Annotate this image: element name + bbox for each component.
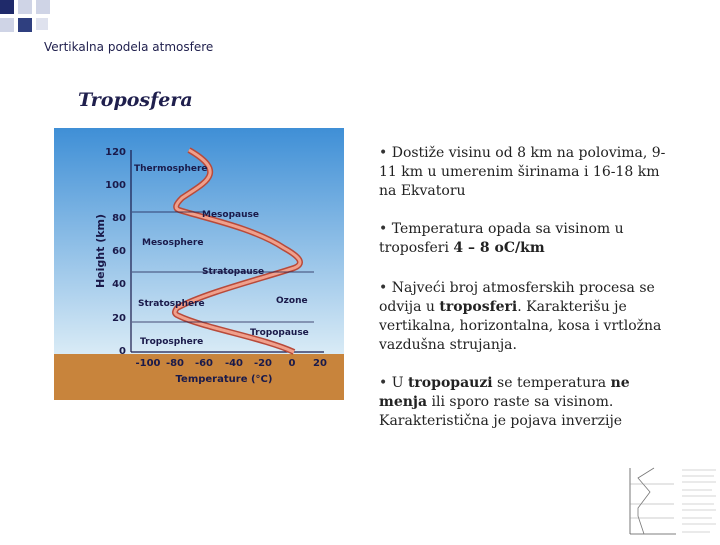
layer-label-stratosphere: Stratosphere (138, 299, 205, 309)
bullet-text: Najveći broj atmosferskih procesa se odvija u (379, 280, 655, 315)
bullet-text: Temperatura opada sa visinom u troposferi (379, 221, 624, 256)
x-tick-label: 0 (288, 358, 296, 369)
bullet-mark: • (379, 145, 388, 161)
bullet-mark: • (379, 375, 388, 391)
bullet-highlight: troposferi (439, 299, 518, 315)
layer-label-mesosphere: Mesosphere (142, 238, 204, 248)
layer-label-stratopause: Stratopause (202, 267, 265, 277)
decor-square (0, 18, 14, 32)
bullet-text: . Karakterišu je vertikalna, horizontalna, kosa i vrtložna vazdušna strujanja. (379, 299, 662, 353)
x-tick-label: -100 (135, 358, 161, 369)
y-tick-label: 60 (112, 246, 126, 257)
bullet-highlight: 4 – 8 oC/km (453, 240, 545, 256)
x-tick-label: -20 (253, 358, 273, 369)
y-tick-label: 0 (119, 346, 126, 357)
bullet-highlight: ne menja (379, 375, 630, 410)
bullet-text: U (391, 375, 408, 391)
x-tick-label: -40 (224, 358, 244, 369)
bullet-text: Dostiže visinu od 8 km na polovima, 9-11 km u umerenim širinama i 16-18 km na Ekvatoru (379, 145, 666, 199)
bullet-mark: • (379, 280, 388, 296)
y-tick-label: 120 (105, 147, 126, 158)
layer-label-thermosphere: Thermosphere (134, 164, 208, 174)
atmosphere-layers-figure (54, 128, 344, 400)
x-tick-label: 20 (313, 358, 327, 369)
thumbnail-diagram-svg (624, 464, 720, 540)
bullet-item (379, 144, 679, 201)
decor-square (0, 0, 14, 14)
bullet-mark: • (379, 221, 388, 237)
bullet-item (379, 374, 679, 431)
bullet-item (379, 220, 679, 258)
y-tick-label: 20 (112, 313, 126, 324)
layer-label-mesopause: Mesopause (202, 210, 259, 220)
breadcrumb: Vertikalna podela atmosfere (44, 40, 214, 54)
layer-label-tropopause: Tropopause (250, 328, 309, 338)
x-tick-label: -60 (194, 358, 214, 369)
decor-square (36, 0, 50, 14)
y-tick-label: 100 (105, 180, 126, 191)
bullet-item (379, 279, 679, 355)
decor-square (18, 0, 32, 14)
layer-label-ozone: Ozone (276, 296, 308, 306)
decor-square (36, 18, 48, 30)
decor-square (18, 18, 32, 32)
thumbnail-diagram (624, 464, 720, 540)
y-tick-label: 80 (112, 213, 126, 224)
bullet-text: ili sporo raste sa visinom. Karakteristična je pojava inverzije (379, 394, 623, 429)
y-tick-label: 40 (112, 279, 126, 290)
corner-decoration (0, 0, 60, 40)
bullet-list (379, 144, 679, 450)
atmosphere-figure-svg (54, 128, 344, 400)
bullet-highlight: tropopauzi (407, 375, 493, 391)
thumbnail-background (624, 464, 720, 540)
layer-label-troposphere: Troposphere (140, 337, 204, 347)
bullet-text: se temperatura (492, 375, 611, 391)
x-axis-label: Temperature (°C) (175, 374, 273, 385)
slide-title: Troposfera (78, 89, 193, 111)
y-axis-label: Height (km) (94, 213, 107, 289)
x-tick-label: -80 (165, 358, 185, 369)
